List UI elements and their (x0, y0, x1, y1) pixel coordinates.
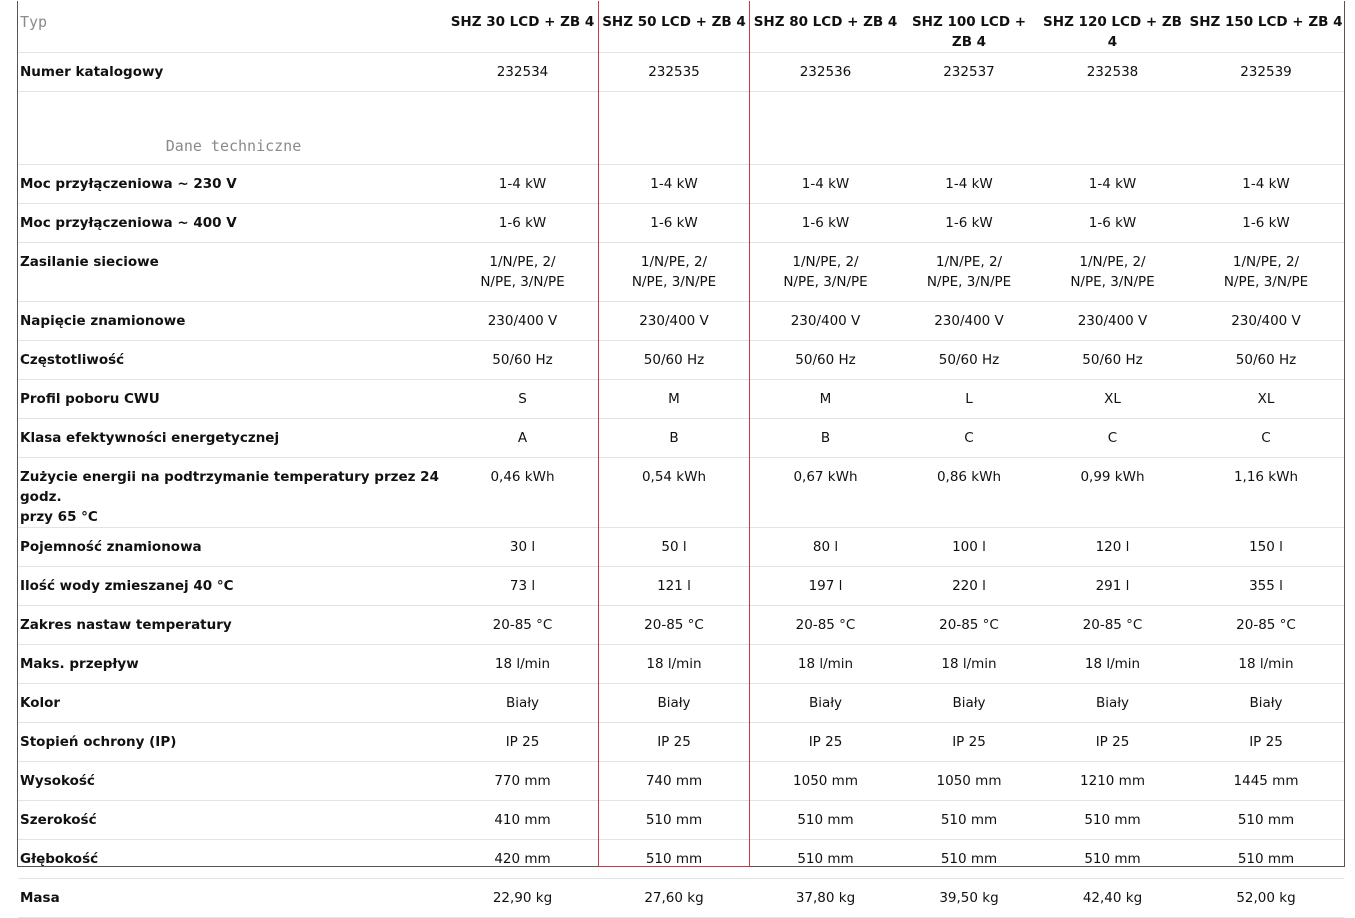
spec-row (18, 606, 1344, 645)
spec-value: 22,90 kg (447, 879, 598, 918)
row-label: Napięcie znamionowe (18, 302, 447, 341)
empty-cell (901, 92, 1037, 165)
catalog-number: 232534 (447, 53, 598, 92)
spec-row (18, 762, 1344, 801)
spec-value: 50/60 Hz (901, 341, 1037, 380)
spec-value: 1/N/PE, 2/ N/PE, 3/N/PE (1188, 243, 1344, 302)
spec-value: 39,50 kg (901, 879, 1037, 918)
spec-value: 20-85 °C (750, 606, 901, 645)
spec-value: 1-4 kW (447, 165, 598, 204)
spec-row (18, 302, 1344, 341)
spec-value: M (598, 380, 750, 419)
catalog-number: 232537 (901, 53, 1037, 92)
spec-value: Biały (750, 684, 901, 723)
spec-value: 50/60 Hz (1037, 341, 1188, 380)
spec-value: 20-85 °C (1037, 606, 1188, 645)
catalog-row (18, 53, 1344, 92)
spec-value: 1210 mm (1037, 762, 1188, 801)
row-label: Zakres nastaw temperatury (18, 606, 447, 645)
spec-value: 1-4 kW (750, 165, 901, 204)
spec-value: 20-85 °C (901, 606, 1037, 645)
spec-value: 510 mm (750, 801, 901, 840)
spec-value: 1-4 kW (1188, 165, 1344, 204)
spec-value: 1-6 kW (901, 204, 1037, 243)
spec-value: 50/60 Hz (598, 341, 750, 380)
spec-row (18, 458, 1344, 528)
spec-row (18, 380, 1344, 419)
spec-value: 510 mm (1188, 801, 1344, 840)
spec-value: 1050 mm (750, 762, 901, 801)
spec-row (18, 243, 1344, 302)
spec-row (18, 801, 1344, 840)
spec-value: 230/400 V (901, 302, 1037, 341)
row-label: Stopień ochrony (IP) (18, 723, 447, 762)
row-label: Częstotliwość (18, 341, 447, 380)
spec-value: 410 mm (447, 801, 598, 840)
spec-value: 420 mm (447, 840, 598, 879)
spec-value: 1/N/PE, 2/ N/PE, 3/N/PE (901, 243, 1037, 302)
spec-value: 50/60 Hz (750, 341, 901, 380)
model-header: SHZ 50 LCD + ZB 4 (598, 1, 750, 53)
spec-value: 230/400 V (598, 302, 750, 341)
spec-row (18, 567, 1344, 606)
spec-value: 73 l (447, 567, 598, 606)
spec-value: B (598, 419, 750, 458)
spec-value: 0,67 kWh (750, 458, 901, 528)
row-label: Masa (18, 879, 447, 918)
spec-row (18, 684, 1344, 723)
spec-value: IP 25 (750, 723, 901, 762)
spec-value: 220 l (901, 567, 1037, 606)
row-label: Moc przyłączeniowa ~ 230 V (18, 165, 447, 204)
spec-value: 1-6 kW (1037, 204, 1188, 243)
spec-value: 740 mm (598, 762, 750, 801)
row-label: Pojemność znamionowa (18, 528, 447, 567)
spec-value: 510 mm (901, 840, 1037, 879)
model-header: SHZ 80 LCD + ZB 4 (750, 1, 901, 53)
spec-value: 291 l (1037, 567, 1188, 606)
spec-value: IP 25 (1188, 723, 1344, 762)
spec-value: Biały (447, 684, 598, 723)
spec-value: Biały (901, 684, 1037, 723)
spec-value: 18 l/min (447, 645, 598, 684)
spec-value: 18 l/min (750, 645, 901, 684)
row-label: Zasilanie sieciowe (18, 243, 447, 302)
spec-row (18, 840, 1344, 879)
spec-value: 37,80 kg (750, 879, 901, 918)
type-header: Typ (18, 1, 447, 53)
spec-value: IP 25 (901, 723, 1037, 762)
spec-value: 20-85 °C (1188, 606, 1344, 645)
spec-value: 510 mm (1037, 840, 1188, 879)
spec-value: 120 l (1037, 528, 1188, 567)
spec-value: 1-6 kW (750, 204, 901, 243)
empty-cell (1037, 92, 1188, 165)
spec-value: 230/400 V (1037, 302, 1188, 341)
spec-value: 0,46 kWh (447, 458, 598, 528)
row-label: Ilość wody zmieszanej 40 °C (18, 567, 447, 606)
spec-value: 20-85 °C (447, 606, 598, 645)
spec-value: S (447, 380, 598, 419)
spec-row (18, 723, 1344, 762)
spec-value: 230/400 V (1188, 302, 1344, 341)
catalog-number: 232538 (1037, 53, 1188, 92)
spec-row (18, 879, 1344, 918)
spec-value: 0,54 kWh (598, 458, 750, 528)
section-title: Dane techniczne (18, 92, 447, 165)
spec-value: 18 l/min (1037, 645, 1188, 684)
spec-value: Biały (598, 684, 750, 723)
spec-value: 80 l (750, 528, 901, 567)
spec-value: 30 l (447, 528, 598, 567)
row-label: Zużycie energii na podtrzymanie temperatury przez 24 godz. przy 65 °C (18, 458, 447, 528)
spec-value: 1-4 kW (598, 165, 750, 204)
spec-value: 18 l/min (598, 645, 750, 684)
spec-value: 150 l (1188, 528, 1344, 567)
spec-value: 1/N/PE, 2/ N/PE, 3/N/PE (447, 243, 598, 302)
spec-value: C (901, 419, 1037, 458)
spec-value: 42,40 kg (1037, 879, 1188, 918)
header-row (18, 1, 1344, 53)
spec-value: IP 25 (447, 723, 598, 762)
spec-value: 510 mm (1037, 801, 1188, 840)
spec-table (18, 1, 1344, 918)
spec-row (18, 204, 1344, 243)
row-label: Szerokość (18, 801, 447, 840)
spec-value: 510 mm (901, 801, 1037, 840)
empty-cell (750, 92, 901, 165)
row-label: Numer katalogowy (18, 53, 447, 92)
spec-value: 50/60 Hz (1188, 341, 1344, 380)
spec-value: 100 l (901, 528, 1037, 567)
spec-value: Biały (1037, 684, 1188, 723)
spec-row (18, 419, 1344, 458)
row-label: Moc przyłączeniowa ~ 400 V (18, 204, 447, 243)
model-header: SHZ 120 LCD + ZB 4 (1037, 1, 1188, 53)
spec-value: 510 mm (750, 840, 901, 879)
spec-value: B (750, 419, 901, 458)
spec-value: 510 mm (598, 801, 750, 840)
spec-value: 230/400 V (750, 302, 901, 341)
spec-value: 18 l/min (901, 645, 1037, 684)
spec-value: C (1188, 419, 1344, 458)
row-label: Kolor (18, 684, 447, 723)
spec-value: 50 l (598, 528, 750, 567)
spec-value: XL (1037, 380, 1188, 419)
spec-value: 1,16 kWh (1188, 458, 1344, 528)
empty-cell (1188, 92, 1344, 165)
spec-value: A (447, 419, 598, 458)
spec-value: 1-4 kW (901, 165, 1037, 204)
spec-row (18, 528, 1344, 567)
spec-value: 52,00 kg (1188, 879, 1344, 918)
spec-value: 1050 mm (901, 762, 1037, 801)
spec-value: 27,60 kg (598, 879, 750, 918)
spec-value: M (750, 380, 901, 419)
catalog-number: 232535 (598, 53, 750, 92)
model-header: SHZ 30 LCD + ZB 4 (447, 1, 598, 53)
spec-value: C (1037, 419, 1188, 458)
row-label: Profil poboru CWU (18, 380, 447, 419)
spec-value: XL (1188, 380, 1344, 419)
spec-value: 1445 mm (1188, 762, 1344, 801)
row-label: Maks. przepływ (18, 645, 447, 684)
model-header: SHZ 100 LCD + ZB 4 (901, 1, 1037, 53)
row-label: Wysokość (18, 762, 447, 801)
row-label: Głębokość (18, 840, 447, 879)
spec-value: 121 l (598, 567, 750, 606)
spec-value: Biały (1188, 684, 1344, 723)
spec-row (18, 645, 1344, 684)
spec-value: 1/N/PE, 2/ N/PE, 3/N/PE (750, 243, 901, 302)
spec-value: 230/400 V (447, 302, 598, 341)
empty-cell (598, 92, 750, 165)
spec-value: 1/N/PE, 2/ N/PE, 3/N/PE (1037, 243, 1188, 302)
empty-cell (447, 92, 598, 165)
row-label: Klasa efektywności energetycznej (18, 419, 447, 458)
spec-value: 0,99 kWh (1037, 458, 1188, 528)
catalog-number: 232536 (750, 53, 901, 92)
spec-value: IP 25 (1037, 723, 1188, 762)
spec-value: 355 l (1188, 567, 1344, 606)
spec-value: 0,86 kWh (901, 458, 1037, 528)
spec-value: 510 mm (598, 840, 750, 879)
spec-value: 510 mm (1188, 840, 1344, 879)
spec-value: 1-6 kW (598, 204, 750, 243)
spec-row (18, 341, 1344, 380)
spec-value: 1/N/PE, 2/ N/PE, 3/N/PE (598, 243, 750, 302)
spec-value: 20-85 °C (598, 606, 750, 645)
spec-value: 770 mm (447, 762, 598, 801)
spec-row (18, 165, 1344, 204)
section-row (18, 92, 1344, 165)
spec-value: L (901, 380, 1037, 419)
spec-value: 50/60 Hz (447, 341, 598, 380)
spec-value: IP 25 (598, 723, 750, 762)
model-header: SHZ 150 LCD + ZB 4 (1188, 1, 1344, 53)
spec-value: 18 l/min (1188, 645, 1344, 684)
catalog-number: 232539 (1188, 53, 1344, 92)
spec-value: 1-6 kW (1188, 204, 1344, 243)
spec-value: 1-4 kW (1037, 165, 1188, 204)
spec-value: 1-6 kW (447, 204, 598, 243)
spec-value: 197 l (750, 567, 901, 606)
